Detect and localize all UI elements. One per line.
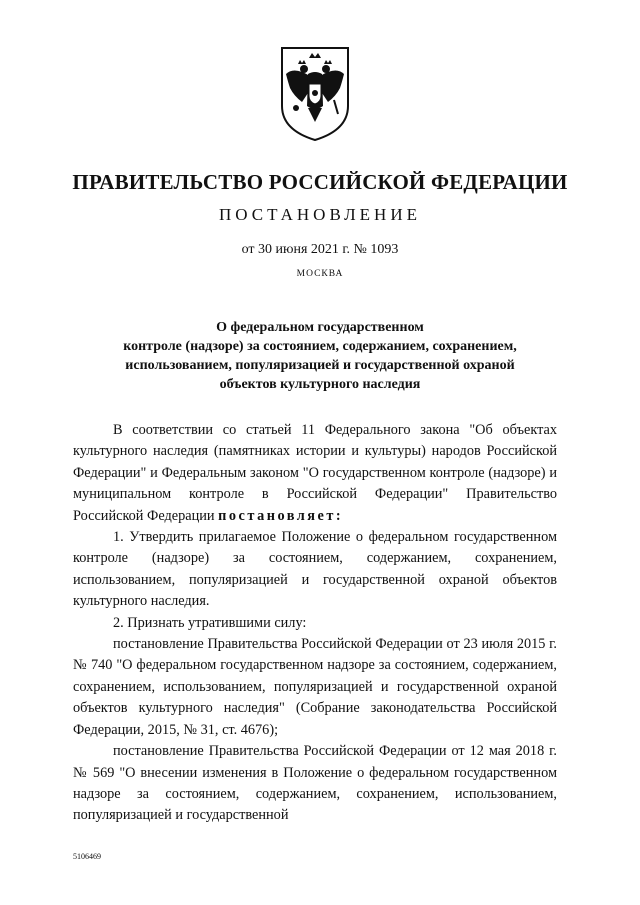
document-code: 5106469 — [73, 852, 101, 861]
subitem-1-paragraph: постановление Правительства Российской Федерации от 23 июля 2015 г. № 740 "О федеральном государственном надзоре за состоянием, содержанием, сохранением, использованием, популяризацией и государственной охраной объектов культурного наследия" (Собрание законодательства Российской Федерации, 2015, № 31, ст. 4676); — [73, 636, 557, 738]
preamble-text: В соответствии со статьей 11 Федерального закона "Об объектах культурного наследия (памятниках истории и культуры) народов Российской Федерации" и Федеральным законом "О государственном контроле (надзоре) и муниципальном контроле в Российской Федерации" Правительство Российской Федерации — [73, 422, 557, 524]
document-heading — [60, 318, 580, 394]
government-title: ПРАВИТЕЛЬСТВО РОССИЙСКОЙ ФЕДЕРАЦИИ — [72, 170, 568, 194]
document-body — [73, 420, 557, 827]
heading-line: использованием, популяризацией и государственной охраной — [125, 358, 515, 373]
document-city: МОСКВА — [296, 269, 344, 279]
heading-line: О федеральном государственном — [216, 320, 424, 335]
document-type: ПОСТАНОВЛЕНИЕ — [218, 205, 421, 224]
item-2-paragraph: 2. Признать утратившими силу: — [113, 614, 307, 631]
document-date-number: от 30 июня 2021 г. № 1093 — [241, 242, 399, 257]
heading-line: контроле (надзоре) за состоянием, содержанием, сохранением, — [123, 339, 517, 354]
russian-coat-of-arms-icon — [276, 44, 354, 144]
resolves-keyword: постановляет: — [218, 507, 344, 524]
item-1-paragraph: 1. Утвердить прилагаемое Положение о федеральном государственном контроле (надзоре) за состоянием, содержанием, сохранением, использованием, популяризацией и государственной охраной объектов культурного наследия. — [73, 529, 557, 610]
preamble-paragraph — [73, 420, 557, 527]
coat-of-arms-emblem — [276, 44, 354, 144]
heading-line: объектов культурного наследия — [219, 377, 421, 392]
subitem-2-paragraph: постановление Правительства Российской Федерации от 12 мая 2018 г. № 569 "О внесении изменения в Положение о федеральном государственном надзоре за состоянием, содержанием, сохранением, использованием, популяризацией и государственной — [73, 743, 557, 824]
